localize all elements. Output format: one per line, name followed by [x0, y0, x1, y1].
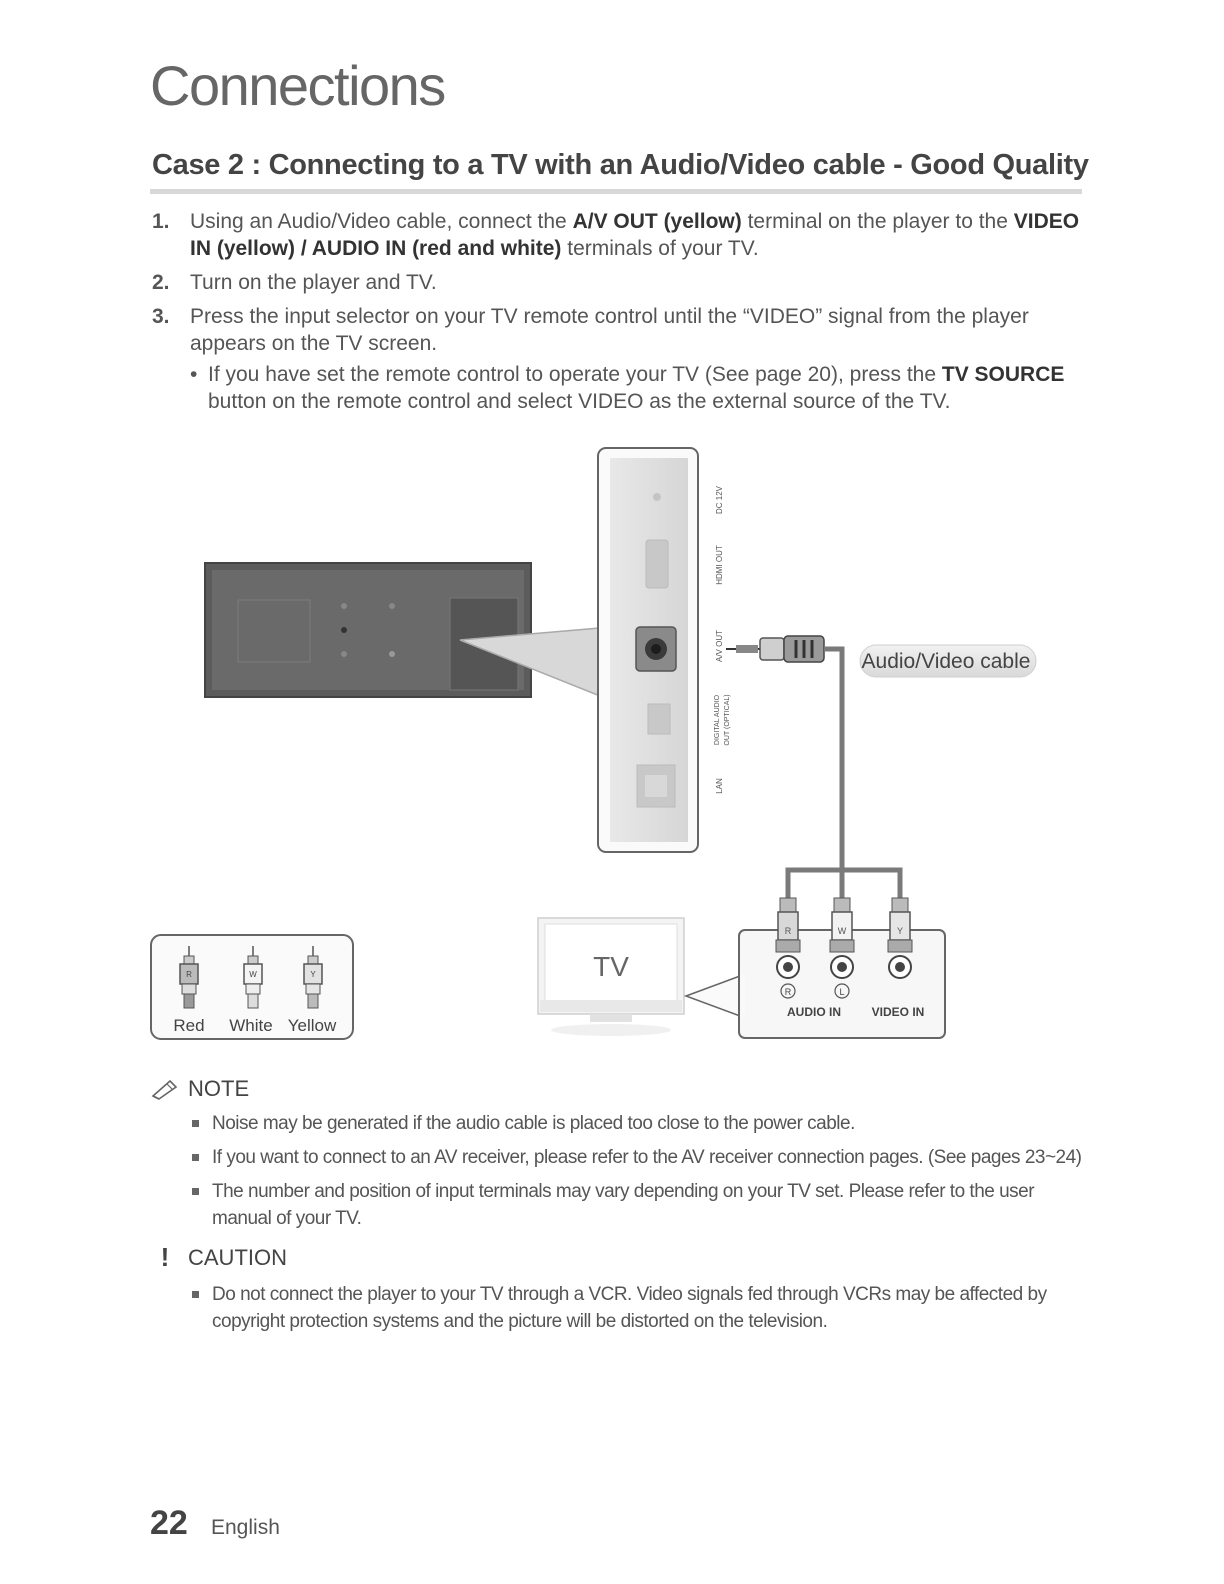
- plug-letter-w: W: [837, 926, 847, 936]
- page-title: Connections: [150, 54, 445, 117]
- step-1: [152, 208, 1082, 262]
- step-text: Turn on the player and TV.: [190, 271, 437, 294]
- cable-label-text: Audio/Video cable: [861, 650, 1031, 673]
- note-item: Noise may be generated if the audio cable is placed too close to the power cable.: [192, 1110, 1090, 1137]
- step-bold: VIDEO IN (yellow) / AUDIO IN (red and white): [190, 210, 1080, 260]
- cable-label: [860, 645, 1036, 677]
- step-2: [152, 269, 1082, 296]
- step-number: 3.: [152, 305, 170, 328]
- terminal-callout-pointer: [686, 976, 740, 1016]
- jack-mark-r: R: [784, 987, 792, 997]
- section-title: Case 2 : Connecting to a TV with an Audio/Video cable - Good Quality: [152, 149, 1089, 181]
- step-number: 2.: [152, 271, 170, 294]
- caution-list: [150, 1281, 1090, 1335]
- audio-in-label: AUDIO IN: [787, 1005, 841, 1019]
- bullet-text: If you have set the remote control to operate your TV (See page 20), press the: [208, 363, 942, 386]
- bullet-bold: TV SOURCE: [941, 363, 1065, 386]
- bullet-dot-icon: •: [190, 363, 198, 386]
- step-text: Using an Audio/Video cable, connect the: [190, 210, 573, 233]
- tv-icon: [538, 918, 684, 1036]
- note-heading: [150, 1076, 1090, 1102]
- step-text: terminals of your TV.: [561, 237, 759, 260]
- bullet-text: button on the remote control and select VIDEO as the external source of the TV.: [208, 390, 951, 413]
- note-list: [150, 1110, 1090, 1232]
- av-cable: [788, 649, 900, 900]
- port-label-lan: LAN: [715, 778, 724, 794]
- step-text: terminal on the player to the: [741, 210, 1014, 233]
- port-label-optical-2: OUT (OPTICAL): [724, 694, 731, 746]
- mini-plug-icon: [726, 636, 824, 662]
- footer-language: English: [211, 1516, 280, 1539]
- legend-label-yellow: Yellow: [287, 1016, 337, 1035]
- plug-legend: [151, 935, 353, 1039]
- step-list: [152, 208, 1082, 422]
- note-item: The number and position of input terminals may vary depending on your TV set. Please refer to the user manual of your TV.: [192, 1178, 1090, 1232]
- step-3-bullet: [190, 361, 1082, 415]
- notes-section: [150, 1076, 1090, 1342]
- plug-letter-y: Y: [896, 926, 904, 936]
- port-label-optical-1: DIGITAL AUDIO: [714, 694, 721, 746]
- page-number: 22: [150, 1504, 188, 1542]
- player-back-icon: [205, 563, 531, 697]
- step-number: 1.: [152, 210, 170, 233]
- legend-letter-y: Y: [310, 970, 316, 979]
- legend-letter-r: R: [186, 970, 192, 979]
- note-item: If you want to connect to an AV receiver, please refer to the AV receiver connection pages. (See pages 23~24): [192, 1144, 1090, 1171]
- caution-heading: [150, 1242, 1090, 1273]
- step-bold: A/V OUT (yellow): [572, 210, 742, 233]
- caution-item: Do not connect the player to your TV through a VCR. Video signals fed through VCRs may be affected by copyright protection systems and the picture will be distorted on the television.: [192, 1281, 1090, 1335]
- legend-label-white: White: [229, 1016, 273, 1035]
- pencil-note-icon: [150, 1078, 180, 1100]
- exclamation-icon: !: [160, 1242, 170, 1272]
- legend-label-red: Red: [173, 1016, 205, 1035]
- note-heading-text: NOTE: [188, 1076, 250, 1101]
- rca-plug-yellow-icon: [888, 898, 912, 952]
- player-panel-icon: [598, 448, 698, 852]
- rca-plug-white-icon: [830, 898, 854, 952]
- rca-plug-red-icon: [776, 898, 800, 952]
- port-label-dc: DC 12V: [715, 485, 724, 515]
- step-3: [152, 303, 1082, 415]
- port-label-hdmi: HDMI OUT: [715, 545, 724, 585]
- step-text: Press the input selector on your TV remote control until the “VIDEO” signal from the player appears on the TV screen.: [190, 305, 1029, 355]
- port-label-av: A/V OUT: [715, 629, 724, 663]
- tv-label: TV: [593, 951, 629, 982]
- title-rule: [150, 189, 1082, 194]
- caution-heading-text: CAUTION: [188, 1244, 287, 1270]
- video-in-label: VIDEO IN: [871, 1005, 925, 1019]
- jack-mark-l: L: [839, 987, 845, 997]
- legend-letter-w: W: [249, 970, 257, 979]
- plug-letter-r: R: [784, 926, 792, 936]
